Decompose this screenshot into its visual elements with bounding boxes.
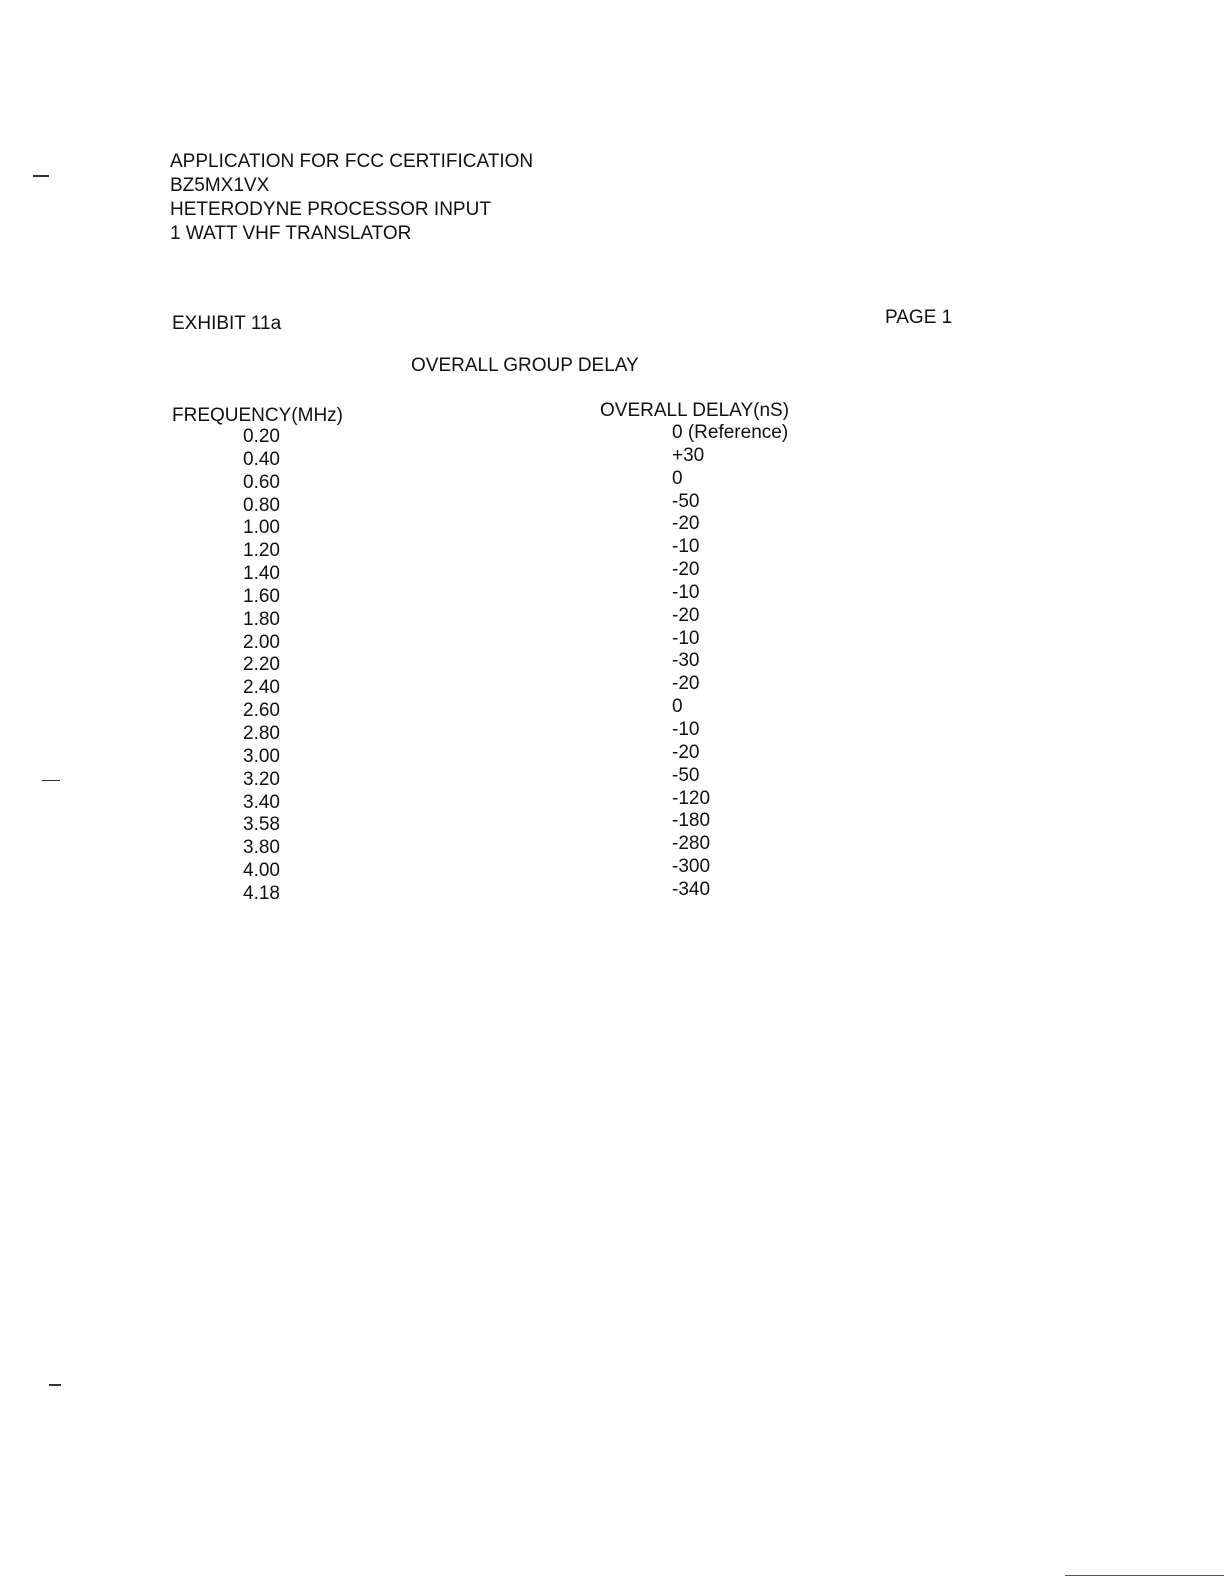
header-line-subject: HETERODYNE PROCESSOR INPUT — [170, 199, 491, 220]
delay-cell: -20 — [672, 604, 700, 626]
delay-cell: 0 — [672, 467, 683, 489]
frequency-cell: 3.40 — [243, 791, 280, 813]
delay-cell: -20 — [672, 673, 700, 695]
frequency-cell: 2.40 — [243, 677, 280, 699]
margin-mark — [33, 175, 49, 177]
frequency-cell: 1.80 — [243, 608, 280, 630]
frequency-cell: 3.00 — [243, 745, 280, 767]
page-number: PAGE 1 — [885, 307, 953, 328]
margin-mark — [49, 1384, 61, 1386]
delay-cell: -10 — [672, 627, 700, 649]
table-title: OVERALL GROUP DELAY — [411, 355, 639, 376]
delay-cell: 0 (Reference) — [672, 422, 789, 443]
frequency-cell: 3.80 — [243, 837, 280, 859]
delay-cell: -300 — [672, 856, 711, 878]
frequency-cell: 0.80 — [243, 494, 280, 516]
frequency-cell: 4.18 — [243, 882, 280, 904]
frequency-cell: 2.80 — [243, 722, 280, 744]
delay-cell: -10 — [672, 581, 700, 603]
document-header — [170, 150, 533, 246]
frequency-cell: 2.00 — [243, 631, 280, 653]
delay-cell: -20 — [672, 513, 700, 535]
exhibit-label: EXHIBIT 11a — [172, 313, 282, 334]
delay-cell: -10 — [672, 718, 700, 740]
frequency-cell: 1.60 — [243, 585, 280, 607]
delay-cell: -30 — [672, 650, 700, 672]
frequency-cell: 1.00 — [243, 517, 280, 539]
delay-cell: -50 — [672, 490, 700, 512]
delay-cell: 0 — [672, 696, 683, 718]
delay-cell: -10 — [672, 536, 700, 558]
delay-column — [672, 422, 788, 902]
column-header-delay: OVERALL DELAY(nS) — [600, 400, 790, 421]
delay-cell: +30 — [672, 444, 705, 466]
frequency-cell: 4.00 — [243, 860, 280, 882]
frequency-column — [243, 426, 280, 906]
column-header-frequency: FREQUENCY(MHz) — [172, 405, 343, 426]
frequency-cell: 2.60 — [243, 700, 280, 722]
frequency-cell: 1.40 — [243, 563, 280, 585]
frequency-cell: 3.20 — [243, 768, 280, 790]
delay-cell: -50 — [672, 764, 700, 786]
frequency-cell: 0.40 — [243, 448, 280, 470]
header-line-title: APPLICATION FOR FCC CERTIFICATION — [170, 151, 534, 172]
delay-cell: -120 — [672, 787, 711, 809]
header-line-device: 1 WATT VHF TRANSLATOR — [170, 223, 412, 244]
frequency-cell: 0.20 — [243, 426, 280, 447]
delay-cell: -340 — [672, 878, 711, 900]
header-line-fcc-id: BZ5MX1VX — [170, 175, 270, 196]
frequency-cell: 2.20 — [243, 654, 280, 676]
delay-cell: -280 — [672, 833, 711, 855]
delay-cell: -180 — [672, 810, 711, 832]
page-edge-line — [1065, 1575, 1224, 1576]
frequency-cell: 3.58 — [243, 814, 280, 836]
frequency-cell: 1.20 — [243, 540, 280, 562]
delay-cell: -20 — [672, 559, 700, 581]
frequency-cell: 0.60 — [243, 471, 280, 493]
delay-cell: -20 — [672, 741, 700, 763]
margin-mark — [42, 780, 60, 781]
